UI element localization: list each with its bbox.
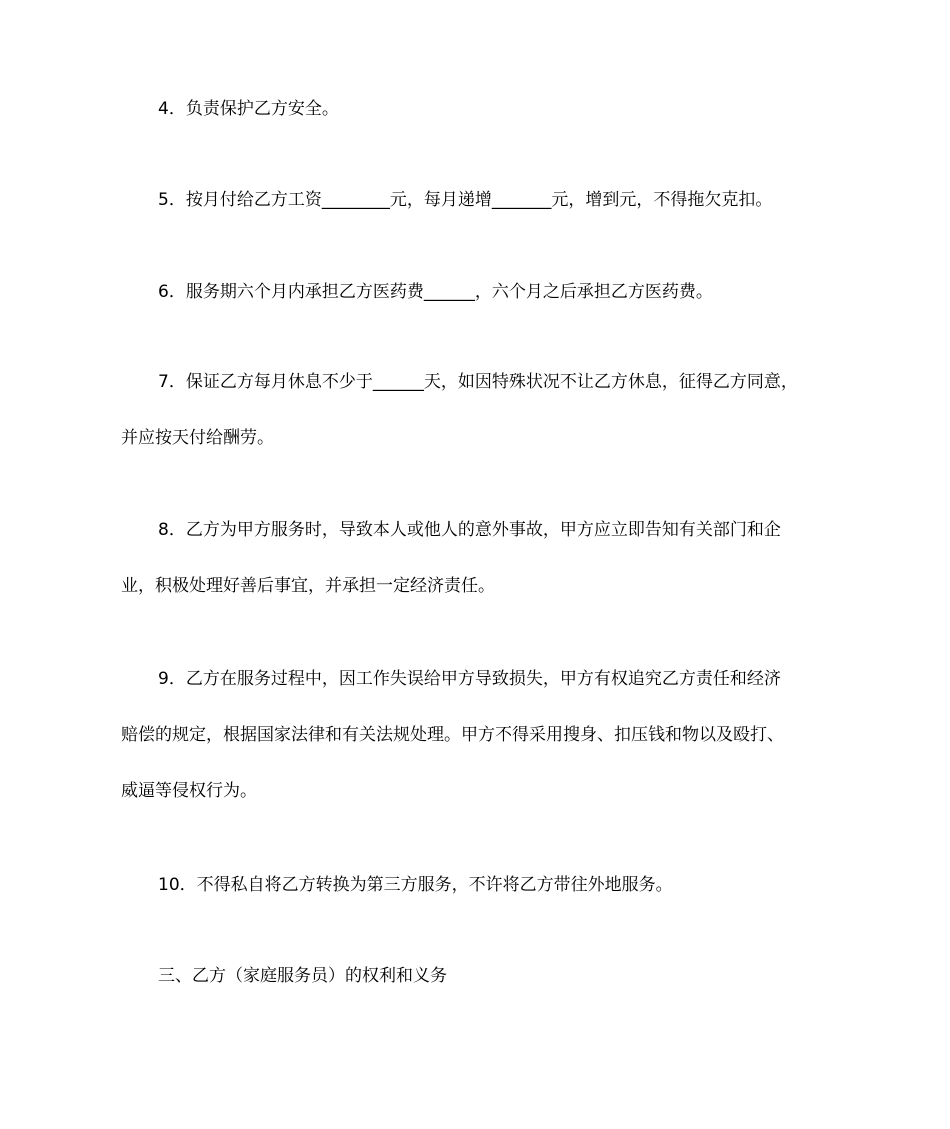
clause-line: 9．乙方在服务过程中，因工作失误给甲方导致损失，甲方有权追究乙方责任和经济 bbox=[158, 669, 781, 689]
clause-line: 10．不得私自将乙方转换为第三方服务，不许将乙方带往外地服务。 bbox=[158, 875, 673, 895]
section-heading-text: 三、乙方（家庭服务员）的权利和义务 bbox=[158, 966, 447, 986]
clause-line: 威逼等侵权行为。 bbox=[121, 781, 257, 801]
clause-line: 4．负责保护乙方安全。 bbox=[158, 99, 339, 119]
clause-line: 并应按天付给酬劳。 bbox=[121, 428, 274, 448]
clause-9 bbox=[121, 665, 841, 805]
clause-line: 业，积极处理好善后事宜，并承担一定经济责任。 bbox=[121, 576, 495, 596]
section-heading bbox=[121, 962, 841, 990]
clause-8 bbox=[121, 516, 841, 600]
clause-10 bbox=[121, 871, 841, 899]
clause-line: 赔偿的规定，根据国家法律和有关法规处理。甲方不得采用搜身、扣压钱和物以及殴打、 bbox=[121, 725, 784, 745]
clause-6 bbox=[121, 278, 841, 306]
clause-line: 5．按月付给乙方工资________元，每月递增_______元，增到元，不得拖欠克扣。 bbox=[158, 190, 773, 210]
clause-line: 6．服务期六个月内承担乙方医药费______，六个月之后承担乙方医药费。 bbox=[158, 282, 713, 302]
clause-line: 7．保证乙方每月休息不少于______天，如因特殊状况不让乙方休息，征得乙方同意， bbox=[158, 372, 798, 392]
clause-5 bbox=[121, 186, 841, 214]
clause-4 bbox=[121, 95, 841, 123]
clause-7 bbox=[121, 368, 841, 452]
clause-line: 8．乙方为甲方服务时，导致本人或他人的意外事故，甲方应立即告知有关部门和企 bbox=[158, 520, 781, 540]
